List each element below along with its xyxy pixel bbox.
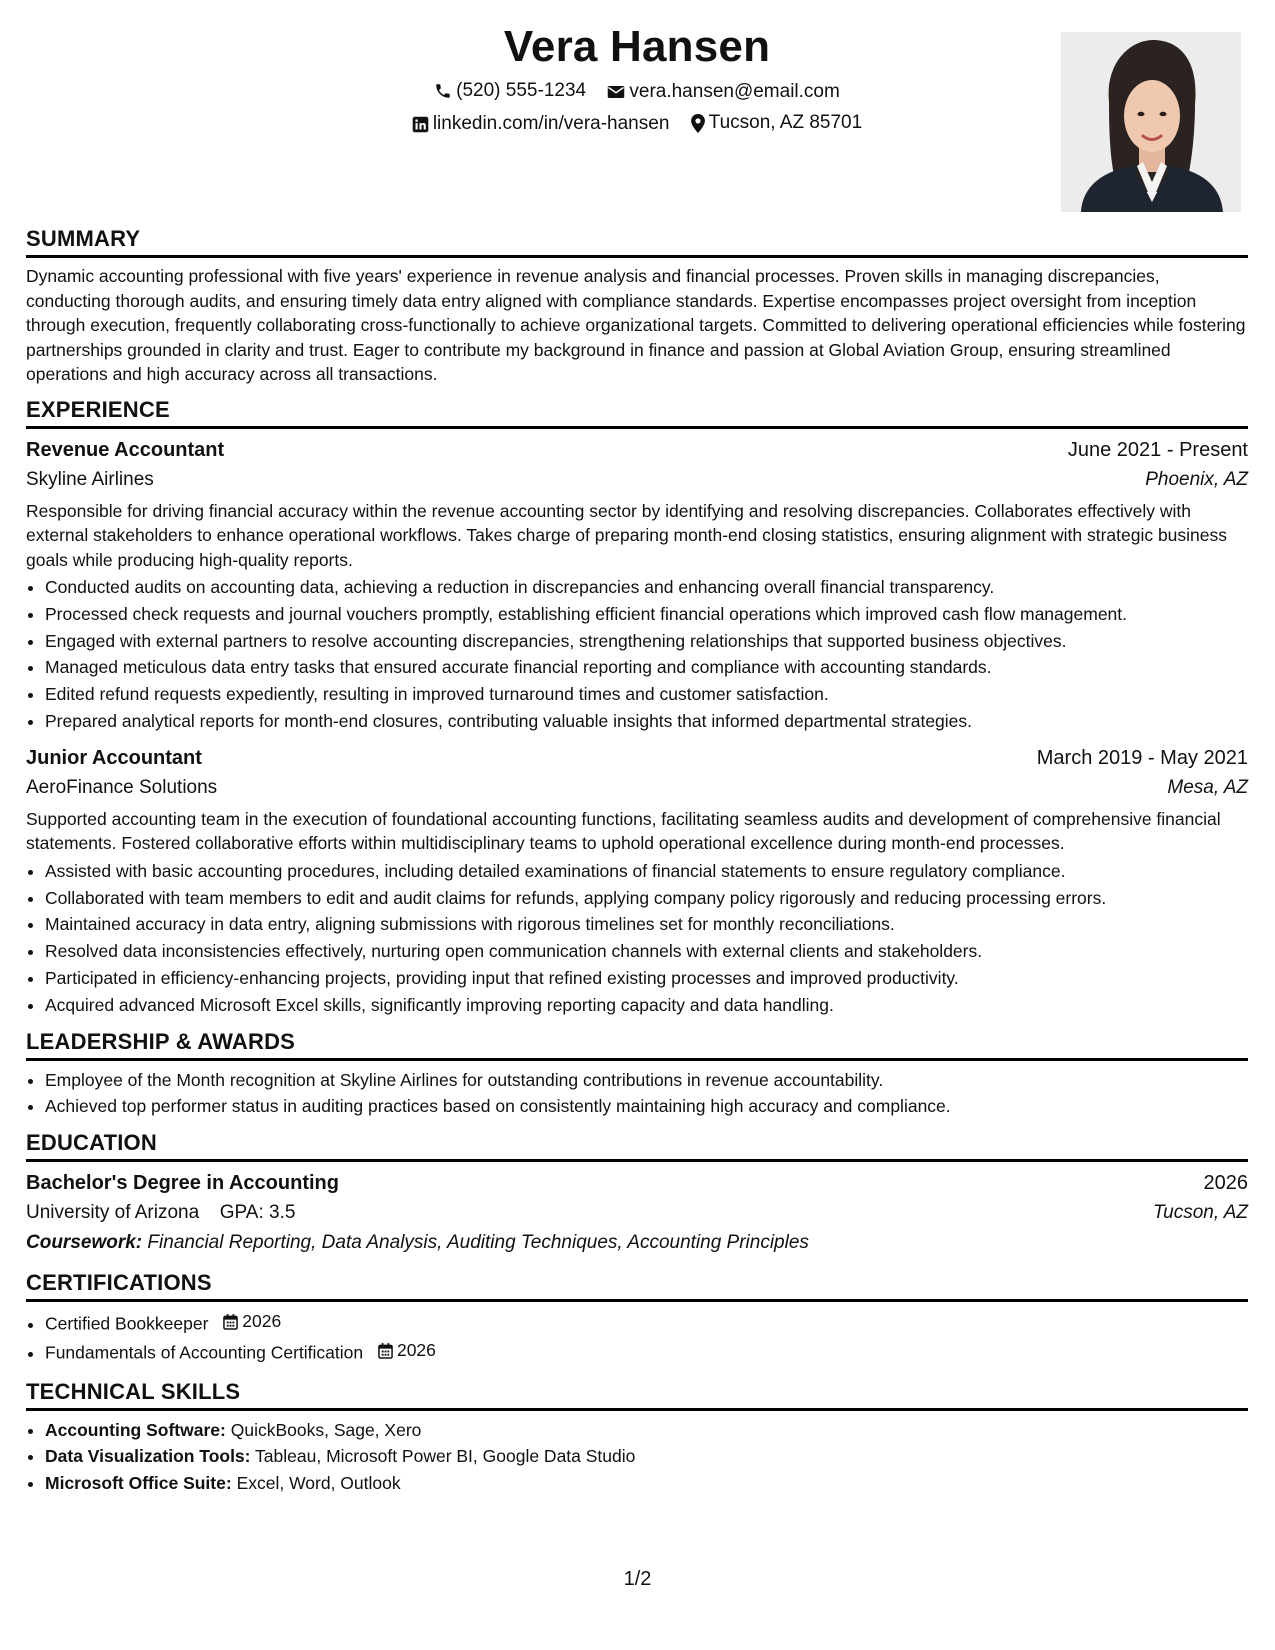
list-item: • Assisted with basic accounting procedures, including detailed examinations of financial statements to ensure regulatory compliance. <box>45 858 1248 885</box>
cert-date <box>378 1337 436 1364</box>
summary-text: Dynamic accounting professional with five years' experience in revenue analysis and financial processes. Proven skills in managing discrepancies, conducting thorough audits, and ensuring timely data entry aligned with compliance standards. Expertise encompasses project oversight from inception through execution, frequently collaborating cross-functionally to achieve organizational targets. Committed to delivering operational efficiencies while fostering partnerships grounded in clarity and trust. Eager to contribute my background in finance and passion at Global Aviation Group, ensuring streamlined operations and high accuracy across all transactions. <box>26 266 1246 384</box>
company-row <box>26 465 1248 495</box>
skill-label: Accounting Software: <box>45 1419 226 1440</box>
list-item: • Engaged with external partners to resolve accounting discrepancies, strengthening relationships that supported business objectives. <box>45 628 1248 655</box>
email-text: vera.hansen@email.com <box>629 81 840 102</box>
degree-row <box>26 1168 1248 1198</box>
school-info <box>26 1198 295 1228</box>
map-pin-icon <box>691 114 705 133</box>
location-text: Tucson, AZ 85701 <box>708 112 863 133</box>
section-title-awards: LEADERSHIP & AWARDS <box>26 1029 1248 1061</box>
resume-header <box>26 0 1248 216</box>
candidate-name: Vera Hansen <box>503 22 771 71</box>
experience-section <box>26 397 1248 1019</box>
coursework-list: Financial Reporting, Data Analysis, Auditing Techniques, Accounting Principles <box>147 1232 809 1254</box>
list-item: • Achieved top performer status in auditing practices based on consistently maintaining high accuracy and compliance. <box>45 1093 1248 1120</box>
section-title-experience: EXPERIENCE <box>26 397 1248 429</box>
job-title: Revenue Accountant <box>26 438 225 461</box>
school-name: University of Arizona <box>26 1202 200 1224</box>
school-location: Tucson, AZ <box>1152 1202 1248 1224</box>
list-item: • Conducted audits on accounting data, achieving a reduction in discrepancies and enhancing overall financial transparency. <box>45 574 1248 601</box>
cert-year: 2026 <box>242 1311 282 1332</box>
list-item: • Maintained accuracy in data entry, aligning submissions with rigorous timelines set for monthly reconciliations. <box>45 911 1248 938</box>
skill-label: Microsoft Office Suite: <box>45 1473 232 1494</box>
skills-section <box>26 1379 1248 1497</box>
list-item: • Resolved data inconsistencies effectively, nurturing open communication channels with external clients and stakeholders. <box>45 938 1248 965</box>
section-title-education: EDUCATION <box>26 1130 1248 1162</box>
list-item: • Processed check requests and journal vouchers promptly, establishing efficient financial operations which improved cash flow management. <box>45 601 1248 628</box>
list-item <box>45 1337 1248 1366</box>
linkedin-icon <box>412 116 429 133</box>
page-number: 1/2 <box>623 1568 652 1590</box>
skill-value: QuickBooks, Sage, Xero <box>230 1419 422 1440</box>
profile-photo <box>1061 32 1241 212</box>
skill-label: Data Visualization Tools: <box>45 1446 251 1467</box>
list-item <box>45 1470 1248 1497</box>
list-item: • Prepared analytical reports for month-end closures, contributing valuable insights that informed departmental strategies. <box>45 708 1248 735</box>
degree-name: Bachelor's Degree in Accounting <box>26 1172 339 1195</box>
summary-section <box>26 226 1248 387</box>
certifications-section <box>26 1270 1248 1366</box>
job-dates: June 2021 - Present <box>1067 438 1248 461</box>
envelope-icon <box>607 84 625 100</box>
job-header <box>26 435 1248 465</box>
job-bullets <box>26 574 1248 735</box>
phone-contact <box>434 80 586 102</box>
job-entry <box>26 743 1248 1019</box>
skill-value: Excel, Word, Outlook <box>236 1473 401 1494</box>
section-title-summary: SUMMARY <box>26 226 1248 258</box>
resume-page <box>26 0 1248 1497</box>
list-item: • Employee of the Month recognition at Skyline Airlines for outstanding contributions in revenue accountability. <box>45 1067 1248 1094</box>
school-row <box>26 1198 1248 1228</box>
list-item <box>45 1417 1248 1444</box>
cert-name: Fundamentals of Accounting Certification <box>45 1342 364 1363</box>
coursework <box>26 1228 1248 1258</box>
list-item: • Participated in efficiency-enhancing projects, providing input that refined existing processes and improved productivity. <box>45 965 1248 992</box>
education-section <box>26 1130 1248 1258</box>
certifications-list <box>26 1308 1248 1366</box>
company-row <box>26 773 1248 803</box>
phone-icon <box>434 82 452 100</box>
location-contact <box>691 112 863 134</box>
phone-text: (520) 555-1234 <box>456 80 587 101</box>
job-dates: March 2019 - May 2021 <box>1036 746 1248 769</box>
skills-list <box>26 1417 1248 1497</box>
job-bullets <box>26 858 1248 1019</box>
list-item <box>45 1443 1248 1470</box>
job-location: Mesa, AZ <box>1167 776 1248 798</box>
linkedin-contact[interactable] <box>412 113 670 135</box>
email-contact[interactable] <box>607 81 839 103</box>
job-entry <box>26 435 1248 735</box>
company-name: AeroFinance Solutions <box>26 776 218 798</box>
list-item: • Edited refund requests expediently, resulting in improved turnaround times and customer satisfaction. <box>45 681 1248 708</box>
awards-section <box>26 1029 1248 1121</box>
cert-year: 2026 <box>396 1340 436 1361</box>
graduation-year: 2026 <box>1203 1172 1248 1195</box>
job-description: Supported accounting team in the execution of foundational accounting functions, facilitating seamless audits and development of comprehensive financial statements. Fostered collaborative efforts within multidisciplinary teams to uphold operational excellence during month-end processes. <box>26 808 1221 854</box>
job-title: Junior Accountant <box>26 746 202 769</box>
job-description: Responsible for driving financial accuracy within the revenue accounting sector by identifying and resolving discrepancies. Collaborates effectively with external stakeholders to enhance operational workflows. Takes charge of preparing month-end closing statistics, ensuring alignment with strategic business goals while producing high-quality reports. <box>26 500 1228 570</box>
cert-name: Certified Bookkeeper <box>45 1313 209 1334</box>
coursework-label: Coursework: <box>26 1232 143 1254</box>
section-title-certifications: CERTIFICATIONS <box>26 1270 1248 1302</box>
list-item: • Acquired advanced Microsoft Excel skills, significantly improving reporting capacity and data handling. <box>45 992 1248 1019</box>
skill-value: Tableau, Microsoft Power BI, Google Data Studio <box>255 1446 636 1467</box>
list-item: • Collaborated with team members to edit and audit claims for refunds, applying company policy rigorously and reducing processing errors. <box>45 885 1248 912</box>
job-location: Phoenix, AZ <box>1145 468 1248 490</box>
list-item <box>45 1308 1248 1337</box>
list-item: • Managed meticulous data entry tasks that ensured accurate financial reporting and compliance with accounting standards. <box>45 654 1248 681</box>
awards-list <box>26 1067 1248 1121</box>
cert-date <box>223 1308 281 1335</box>
company-name: Skyline Airlines <box>26 468 154 490</box>
job-header <box>26 743 1248 773</box>
calendar-icon <box>378 1343 393 1359</box>
gpa: GPA: 3.5 <box>219 1202 296 1224</box>
linkedin-text: linkedin.com/in/vera-hansen <box>432 113 670 134</box>
calendar-icon <box>223 1314 238 1330</box>
section-title-skills: TECHNICAL SKILLS <box>26 1379 1248 1411</box>
